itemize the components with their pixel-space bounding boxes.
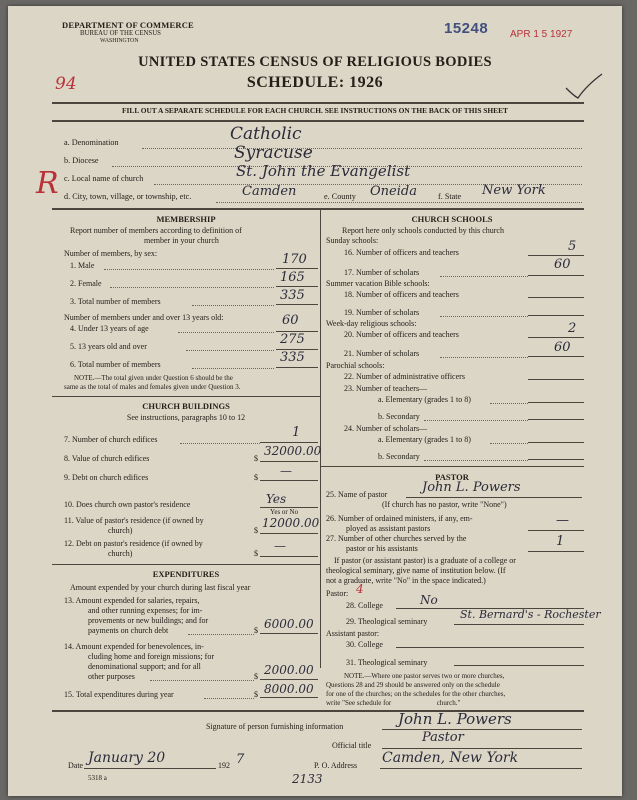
- q14-value: 2000.00: [264, 663, 314, 677]
- schools-heading: CHURCH SCHOOLS: [411, 214, 493, 224]
- dotted-line: [424, 460, 528, 461]
- signature-label: Signature of person furnishing information: [206, 722, 344, 731]
- q9-label: 9. Debt on church edifices: [64, 473, 149, 482]
- answer-line: [260, 480, 318, 481]
- q11-value: 12000.00: [262, 516, 320, 530]
- answer-line: [528, 356, 584, 357]
- q28-value: No: [420, 593, 438, 607]
- answer-line: [528, 419, 584, 420]
- q1-label: 1. Male: [70, 261, 95, 270]
- q18-label: 18. Number of officers and teachers: [344, 290, 459, 299]
- dotted-line: [110, 287, 274, 288]
- answer-line: [528, 255, 584, 256]
- dotted-line: [180, 443, 260, 444]
- q27-value: 1: [556, 534, 565, 549]
- form-subtitle: SCHEDULE: 1926: [246, 74, 384, 91]
- pastor-note: NOTE.—Where one pastor serves two or more churches,: [344, 672, 505, 680]
- q14-label-4: other purposes: [88, 672, 135, 681]
- schools-intro: Report here only schools conducted by this church: [342, 226, 504, 235]
- dollar-sign: $: [254, 473, 258, 482]
- membership-note-2: same as the total of males and females given under Question 3.: [64, 383, 241, 391]
- county-label: e. County: [324, 192, 356, 201]
- answer-line: [454, 624, 584, 625]
- answer-line: [276, 286, 318, 287]
- q20-label: 20. Number of officers and teachers: [344, 330, 459, 339]
- rule: [52, 120, 584, 122]
- bottom-number: 2133: [292, 772, 323, 786]
- q6-label: 6. Total number of members: [70, 360, 161, 369]
- q29-value: St. Bernard's - Rochester: [460, 608, 601, 621]
- answer-line: [528, 551, 584, 552]
- dotted-line: [192, 305, 274, 306]
- q23-label: 23. Number of teachers—: [344, 384, 428, 393]
- year-prefix: 192: [218, 761, 230, 770]
- year-value: 7: [236, 752, 245, 767]
- column-divider: [320, 208, 321, 668]
- q30-label: 30. College: [346, 640, 383, 649]
- dollar-sign: $: [254, 672, 258, 681]
- membership-heading: MEMBERSHIP: [156, 214, 216, 224]
- q4-value: 60: [282, 313, 299, 328]
- q5-label: 5. 13 years old and over: [70, 342, 147, 351]
- q22-label: 22. Number of administrative officers: [344, 372, 465, 381]
- state-label: f. State: [438, 192, 462, 201]
- county-value: Oneida: [370, 184, 417, 199]
- by-sex-label: Number of members, by sex:: [64, 249, 158, 258]
- q27-label-2: pastor or his assistants: [346, 544, 418, 553]
- q3-value: 335: [280, 288, 305, 303]
- pastor-heading: PASTOR: [435, 472, 469, 482]
- age-heading: Number of members under and over 13 years old:: [64, 313, 224, 322]
- q17-label: 17. Number of scholars: [344, 268, 420, 277]
- answer-line: [260, 533, 318, 534]
- answer-line: [260, 633, 318, 634]
- q14-label-3: denominational support; and for all: [88, 662, 201, 671]
- q13-value: 6000.00: [264, 617, 314, 631]
- q23a-label: a. Elementary (grades 1 to 8): [378, 395, 471, 404]
- dotted-line: [192, 368, 274, 369]
- q25-label: 25. Name of pastor: [326, 490, 388, 499]
- q6-value: 335: [280, 350, 305, 365]
- q26-value: —: [556, 513, 569, 528]
- serial-number: 15248: [444, 20, 489, 37]
- dotted-line: [204, 698, 254, 699]
- summer-schools-label: Summer vacation Bible schools:: [326, 279, 430, 288]
- q13-label-3: provements or new buildings; and for: [88, 616, 209, 625]
- answer-line: [276, 268, 318, 269]
- q26-label: 26. Number of ordained ministers, if any, em-: [326, 514, 473, 523]
- answer-line: [276, 367, 318, 368]
- city-label: d. City, town, village, or township, etc.: [64, 192, 192, 201]
- city-value: Camden: [242, 184, 297, 199]
- membership-intro-2: member in your church: [144, 236, 219, 245]
- received-date-stamp: APR 1 5 1927: [510, 29, 573, 40]
- q28-label: 28. College: [346, 601, 383, 610]
- answer-line: [260, 697, 318, 698]
- answer-line: [276, 304, 318, 305]
- q8-value: 32000.00: [264, 444, 322, 458]
- q31-label: 31. Theological seminary: [346, 658, 428, 667]
- expenditures-intro: Amount expended by your church during last fiscal year: [70, 583, 251, 592]
- date-label: Date: [68, 761, 84, 770]
- dotted-line: [150, 680, 254, 681]
- pastor-mark: 4: [356, 582, 364, 596]
- answer-line: [380, 768, 582, 769]
- q2-label: 2. Female: [70, 279, 102, 288]
- answer-line: [528, 297, 584, 298]
- answer-line: [528, 275, 584, 276]
- q3-label: 3. Total number of members: [70, 297, 161, 306]
- buildings-heading: CHURCH BUILDINGS: [142, 401, 230, 411]
- answer-line: [382, 748, 582, 749]
- q25-note: (If church has no pastor, write "None"): [382, 500, 507, 509]
- margin-mark: R: [36, 166, 59, 201]
- expenditures-heading: EXPENDITURES: [152, 569, 220, 579]
- answer-line: [406, 497, 582, 498]
- rule: [52, 396, 320, 397]
- weekday-schools-label: Week-day religious schools:: [326, 319, 417, 328]
- department-line: DEPARTMENT OF COMMERCE: [62, 20, 194, 30]
- q19-label: 19. Number of scholars: [344, 308, 420, 317]
- separate-schedule-instruction: FILL OUT A SEPARATE SCHEDULE FOR EACH CHURCH. SEE INSTRUCTIONS ON THE BACK OF THIS SHEET: [122, 106, 508, 115]
- parochial-schools-label: Parochial schools:: [326, 361, 385, 370]
- dotted-line: [186, 350, 274, 351]
- sunday-schools-label: Sunday schools:: [326, 236, 379, 245]
- dotted-line: [424, 420, 528, 421]
- official-title-label: Official title: [332, 741, 372, 750]
- q13-label-2: and other running expenses; for im-: [88, 606, 203, 615]
- q27-label: 27. Number of other churches served by the: [326, 534, 467, 543]
- dollar-sign: $: [254, 526, 258, 535]
- q21-value: 60: [554, 340, 571, 355]
- dollar-sign: $: [254, 690, 258, 699]
- q13-label: 13. Amount expended for salaries, repairs,: [64, 596, 200, 605]
- answer-line: [260, 556, 318, 557]
- q8-label: 8. Value of church edifices: [64, 454, 150, 463]
- q16-value: 5: [568, 239, 577, 254]
- washington-line: WASHINGTON: [100, 38, 139, 44]
- answer-line: [528, 459, 584, 460]
- form-code: 5318 a: [88, 774, 107, 782]
- q11-label: 11. Value of pastor's residence (if owned by: [64, 516, 204, 525]
- answer-line: [528, 402, 584, 403]
- yes-or-no-hint: Yes or No: [270, 508, 299, 516]
- answer-line: [84, 768, 216, 769]
- official-title-value: Pastor: [422, 730, 464, 745]
- answer-line: [260, 461, 318, 462]
- census-schedule-sheet: [8, 6, 622, 796]
- dotted-line: [490, 403, 528, 404]
- q24b-label: b. Secondary: [378, 452, 420, 461]
- dollar-sign: $: [254, 549, 258, 558]
- q24a-label: a. Elementary (grades 1 to 8): [378, 435, 471, 444]
- state-value: New York: [482, 183, 546, 198]
- answer-line: [528, 337, 584, 338]
- q10-value: Yes: [266, 492, 287, 506]
- q5-value: 275: [280, 332, 305, 347]
- q11-label-2: church): [108, 526, 133, 535]
- diocese-value: Syracuse: [234, 143, 313, 163]
- denomination-value: Catholic: [230, 124, 302, 144]
- dollar-sign: $: [254, 626, 258, 635]
- diocese-label: b. Diocese: [64, 156, 99, 165]
- dotted-line: [178, 332, 274, 333]
- rule: [52, 102, 584, 104]
- q29-label: 29. Theological seminary: [346, 617, 428, 626]
- dotted-line: [142, 148, 582, 149]
- answer-line: [260, 679, 318, 680]
- q9-value: —: [280, 464, 292, 478]
- dotted-line: [216, 202, 582, 203]
- pastor-note-3: for one of the churches; on the schedules for the other churches,: [326, 690, 506, 698]
- graduate-instruction-3: not a graduate, write "No" in the space indicated.): [326, 576, 486, 585]
- answer-line: [454, 665, 584, 666]
- dotted-line: [490, 443, 528, 444]
- answer-line: [528, 315, 584, 316]
- q15-label: 15. Total expenditures during year: [64, 690, 174, 699]
- answer-line: [528, 379, 584, 380]
- local-name-label: c. Local name of church: [64, 174, 144, 183]
- dollar-sign: $: [254, 454, 258, 463]
- q25-value: John L. Powers: [422, 480, 521, 495]
- po-address-value: Camden, New York: [382, 750, 519, 766]
- rule: [320, 466, 584, 467]
- q24-label: 24. Number of scholars—: [344, 424, 428, 433]
- signature-value: John L. Powers: [398, 710, 512, 728]
- answer-line: [528, 442, 584, 443]
- graduate-instruction-2: theological seminary, give name of institution below. (If: [326, 566, 506, 575]
- q20-value: 2: [568, 321, 577, 336]
- q4-label: 4. Under 13 years of age: [70, 324, 149, 333]
- pastor-note-4: write "See schedule for church.": [326, 699, 461, 707]
- q7-value: 1: [292, 425, 301, 440]
- pastor-subheading: Pastor:: [326, 589, 349, 598]
- graduate-instruction: If pastor (or assistant pastor) is a graduate of a college or: [334, 556, 516, 565]
- pastor-note-2: Questions 28 and 29 should be answered only on the schedule: [326, 681, 500, 689]
- dotted-line: [188, 634, 254, 635]
- answer-line: [528, 530, 584, 531]
- date-value: January 20: [88, 750, 166, 766]
- q13-label-4: payments on church debt: [88, 626, 169, 635]
- q12-label-2: church): [108, 549, 133, 558]
- answer-line: [396, 647, 584, 648]
- form-title: UNITED STATES CENSUS OF RELIGIOUS BODIES: [138, 54, 492, 70]
- assistant-pastor-subheading: Assistant pastor:: [326, 629, 380, 638]
- q10-label: 10. Does church own pastor's residence: [64, 500, 191, 509]
- q12-label: 12. Debt on pastor's residence (if owned by: [64, 539, 203, 548]
- q14-label: 14. Amount expended for benevolences, in-: [64, 642, 204, 651]
- local-name-value: St. John the Evangelist: [236, 162, 411, 180]
- q2-value: 165: [280, 270, 305, 285]
- q23b-label: b. Secondary: [378, 412, 420, 421]
- dotted-line: [440, 276, 528, 277]
- q21-label: 21. Number of scholars: [344, 349, 420, 358]
- membership-note: NOTE.—The total given under Question 6 should be the: [74, 374, 233, 382]
- rule: [52, 208, 584, 210]
- buildings-instructions: See instructions, paragraphs 10 to 12: [126, 413, 246, 422]
- q17-value: 60: [554, 257, 571, 272]
- answer-line: [382, 729, 582, 730]
- denomination-label: a. Denomination: [64, 138, 119, 147]
- bureau-line: BUREAU OF THE CENSUS: [80, 30, 161, 37]
- q12-value: —: [274, 539, 286, 553]
- answer-line: [260, 442, 318, 443]
- dotted-line: [440, 357, 528, 358]
- membership-intro: Report number of members according to definition of: [70, 226, 242, 235]
- q7-label: 7. Number of church edifices: [64, 435, 158, 444]
- q26-label-2: ployed as assistant pastors: [346, 524, 431, 533]
- dotted-line: [440, 316, 528, 317]
- q14-label-2: cluding home and foreign missions; for: [88, 652, 214, 661]
- q1-value: 170: [282, 252, 307, 267]
- rule: [52, 564, 320, 565]
- handwritten-number: 94: [55, 74, 77, 94]
- po-address-label: P. O. Address: [314, 761, 358, 770]
- q16-label: 16. Number of officers and teachers: [344, 248, 459, 257]
- dotted-line: [104, 269, 274, 270]
- q15-value: 8000.00: [264, 682, 314, 696]
